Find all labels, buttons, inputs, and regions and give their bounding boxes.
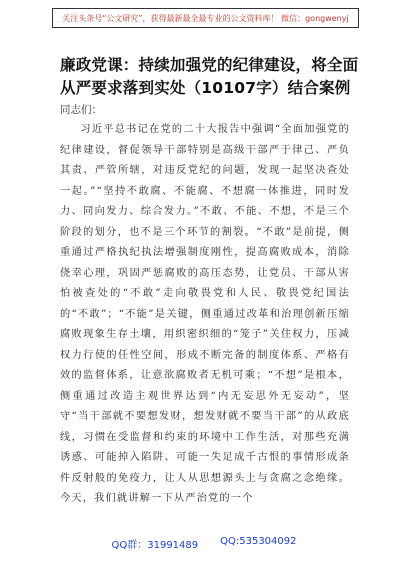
document-title: 廉政党课：持续加强党的纪律建设，将全面从严要求落到实处（10107字）结合案例 xyxy=(60,56,359,97)
header-banner xyxy=(52,8,359,28)
qq-group-text: QQ群：31991489 xyxy=(111,540,199,551)
banner-text: 关注头条号“公文研究”，获得最新最全最专业的公文资料库！ 微信：gongwenyj xyxy=(62,13,349,23)
salutation: 同志们： xyxy=(60,104,102,116)
body-paragraph: 习近平总书记在党的二十大报告中强调“全面加强党的纪律建设，督促领导干部特别是高级干部严于律己、严负其责、严管所辖，对违反党纪的问题，发现一起坚决查处一起。”“坚持不敢腐、不能腐、不想腐一体推进，同时发力、同向发力、综合发力。”不敢、不能、不想，不是三个阶段的划分，也不是三个环节的割裂。“不敢”是前提，侧重通过严格执纪执法增强制度刚性，提高腐败成本，消除侥幸心理，巩固严惩腐败的高压态势，让党员、干部从害怕被查处的“不敢”走向敬畏党和人民、敬畏党纪国法的“不敢”；“不能”是关键，侧重通过改革和治理创新压缩腐败现象生存土壤，用织密织细的“笼子”关住权力，压减权力行使的任性空间，形成不断完备的制度体系、严格有效的监督体系，让意欲腐败者无机可乘；“不想”是根本，侧重通过改造主观世界达到“内无妄思外无妄动”，坚守“当干部就不要想发财，想发财就不要当干部”的从政底线，习惯在受监督和约束的环境中工作生活，对那些充满诱惑、可能掉入陷阱、可能一失足成千古恨的事情形成条件反射般的免疫力，让人从思想源头上与贪腐之念绝缘。今天，我们就讲解一下从严治党的一个 xyxy=(60,124,350,504)
footer-contact xyxy=(0,536,408,551)
qq-number-text: QQ:535304092 xyxy=(220,536,297,547)
